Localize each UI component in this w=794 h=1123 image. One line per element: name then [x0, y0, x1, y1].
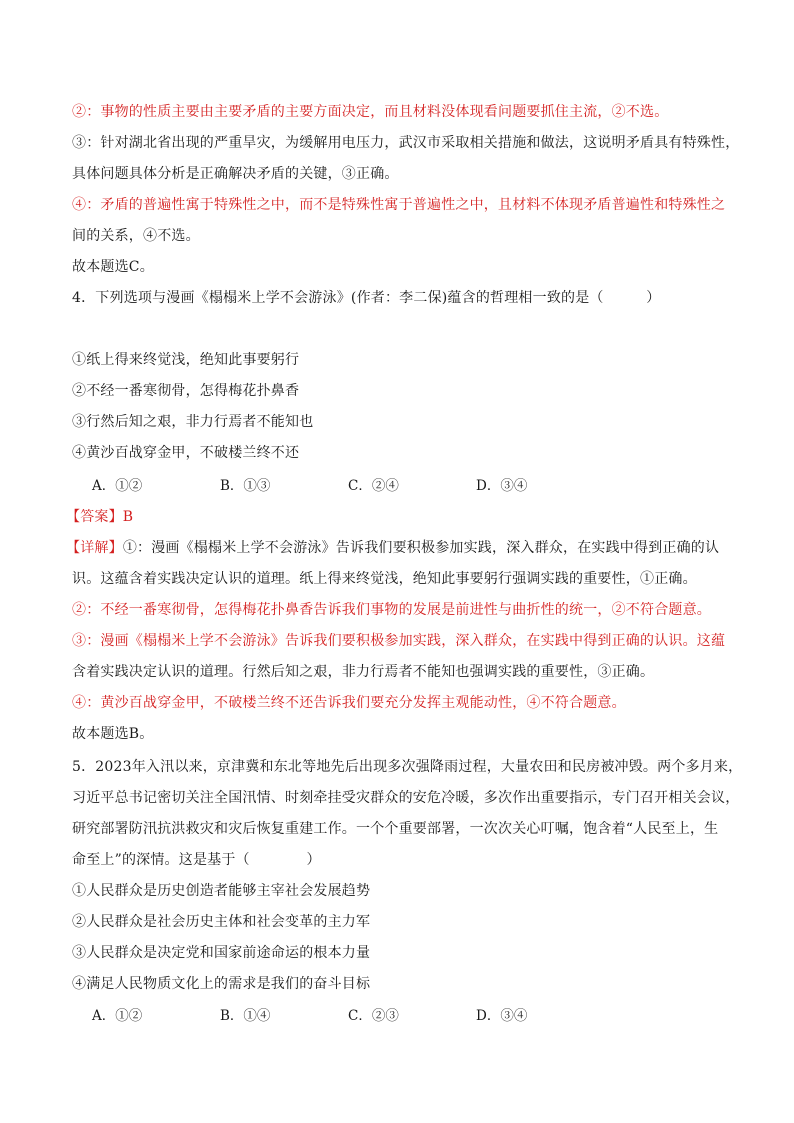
q5-option-a: A．①②: [92, 1008, 143, 1024]
q5-item-4: ④满足人民物质文化上的需求是我们的奋斗目标: [72, 976, 371, 992]
q5-option-d: D．③④: [476, 1008, 528, 1024]
q4-answer-text: 【答案】B: [66, 509, 134, 525]
q4-option-c: C．②④: [348, 478, 399, 494]
q5-stem-3: 研究部署防汛抗洪救灾和灾后恢复重建工作。一个个重要部署，一次次关心叮嘱，饱含着“人民至上，生: [72, 821, 719, 837]
explain-item-2: ②：事物的性质主要由主要矛盾的主要方面决定，而且材料没体现看问题要抓住主流，②不选。: [72, 104, 669, 120]
q5-stem-4: 命至上”的深情。这是基于（ ）: [72, 852, 321, 868]
explain-item-4a: ④：矛盾的普遍性寓于特殊性之中，而不是特殊性寓于普遍性之中，且材料不体现矛盾普遍性和特殊性之: [72, 197, 726, 213]
q4-item-2: ②不经一番寒彻骨，怎得梅花扑鼻香: [72, 383, 300, 399]
q5-item-3: ③人民群众是决定党和国家前途命运的根本力量: [72, 945, 371, 961]
q4-item-4: ④黄沙百战穿金甲，不破楼兰终不还: [72, 445, 300, 461]
q4-detail-3b: 含着实践决定认识的道理。行然后知之艰，非力行焉者不能知也强调实践的重要性，③正确。: [72, 664, 655, 680]
q4-detail-4: ④：黄沙百战穿金甲，不破楼兰终不还告诉我们要充分发挥主观能动性，④不符合题意。: [72, 695, 626, 711]
q5-stem-1: 5．2023年入汛以来，京津冀和东北等地先后出现多次强降雨过程，大量农田和民房被冲毁。两个多月来，: [72, 759, 743, 775]
explain-item-3a: ③：针对湖北省出现的严重旱灾，为缓解用电压力，武汉市采取相关措施和做法，这说明矛盾具有特殊性，: [72, 135, 740, 151]
q4-stem: 4．下列选项与漫画《榻榻米上学不会游泳》(作者：李二保)蕴含的哲理相一致的是（ ）: [72, 290, 661, 306]
explain-item-4b: 间的关系，④不选。: [72, 228, 200, 244]
q4-answer: [66, 507, 133, 527]
prev-conclusion: 故本题选C。: [72, 259, 154, 275]
q4-item-3: ③行然后知之艰，非力行焉者不能知也: [72, 414, 314, 430]
q4-detail-1a-row: [66, 538, 719, 558]
q4-item-1: ①纸上得来终觉浅，绝知此事要躬行: [72, 352, 300, 368]
q4-detail-1a: ①：漫画《榻榻米上学不会游泳》告诉我们要积极参加实践，深入群众，在实践中得到正确的认: [122, 540, 720, 556]
q4-detail-label: 【详解】: [66, 540, 123, 556]
q4-detail-3a: ③：漫画《榻榻米上学不会游泳》告诉我们要积极参加实践，深入群众，在实践中得到正确的认识。这蕴: [72, 633, 726, 649]
q5-stem-2: 习近平总书记密切关注全国汛情、时刻牵挂受灾群众的安危冷暖，多次作出重要指示，专门召开相关会议，: [72, 790, 740, 806]
q4-option-d: D．③④: [476, 478, 528, 494]
q4-options: [92, 476, 604, 496]
q4-conclusion: 故本题选B。: [72, 726, 154, 742]
explain-item-3b: 具体问题具体分析是正确解决矛盾的关键，③正确。: [72, 166, 399, 182]
q4-option-b: B．①③: [220, 478, 271, 494]
q5-item-1: ①人民群众是历史创造者能够主宰社会发展趋势: [72, 883, 371, 899]
q5-item-2: ②人民群众是社会历史主体和社会变革的主力军: [72, 914, 371, 930]
q4-option-a: A．①②: [92, 478, 143, 494]
q4-detail-1b: 识。这蕴含着实践决定认识的道理。纸上得来终觉浅，绝知此事要躬行强调实践的重要性，①正确。: [72, 571, 697, 587]
q4-detail-2: ②：不经一番寒彻骨，怎得梅花扑鼻香告诉我们事物的发展是前进性与曲折性的统一，②不符合题意。: [72, 602, 711, 618]
q5-option-c: C．②③: [348, 1008, 399, 1024]
q5-options: [92, 1006, 604, 1026]
q5-option-b: B．①④: [220, 1008, 271, 1024]
